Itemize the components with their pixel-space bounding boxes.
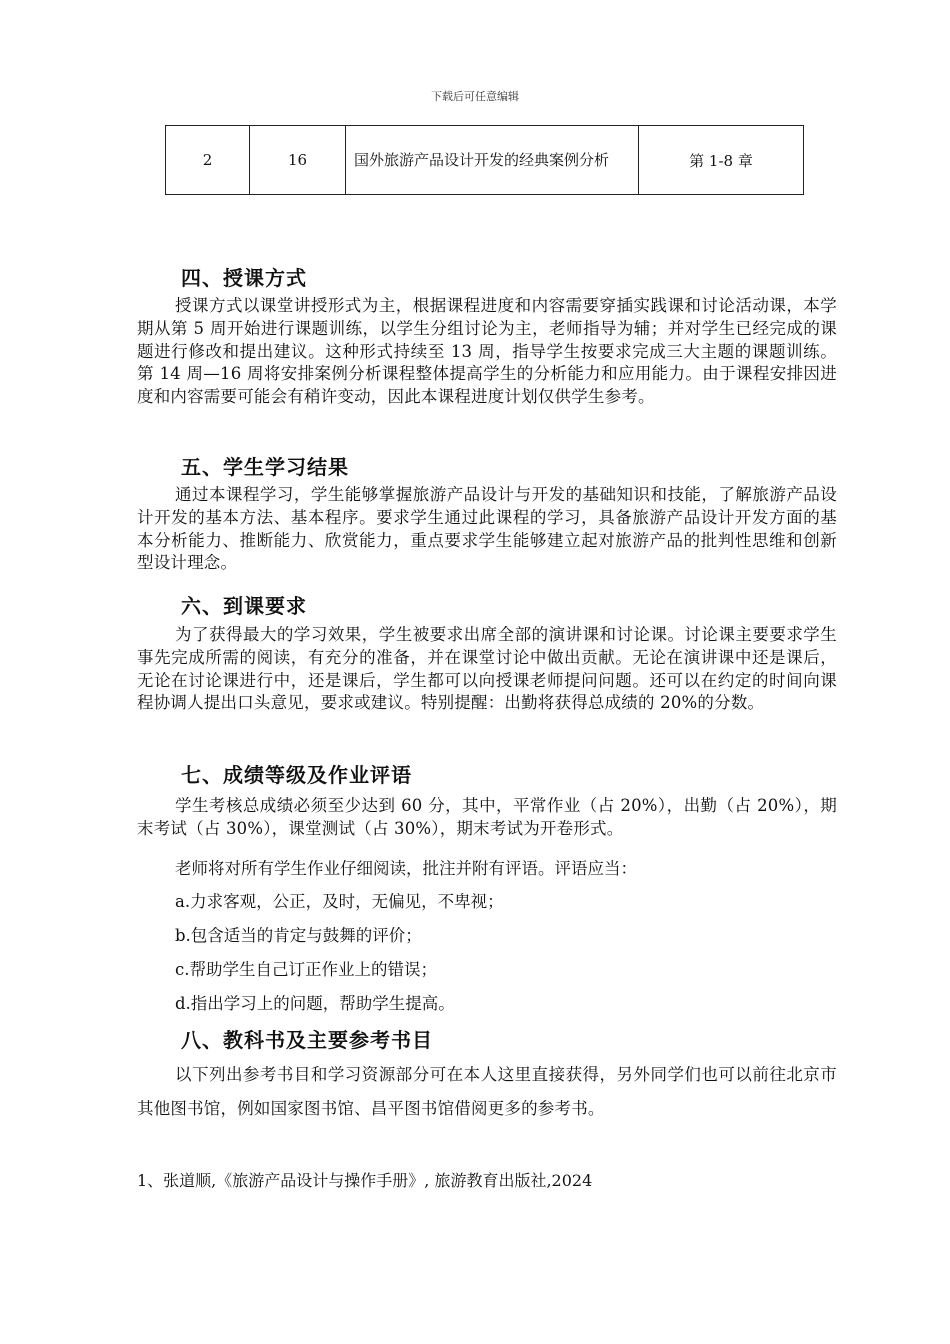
table-cell-week-no: 2 xyxy=(166,126,250,195)
section-7-body: 学生考核总成绩必须至少达到 60 分，其中，平常作业（占 20%），出勤（占 20%），期末考试（占 30%），课堂测试（占 30%），期末考试为开卷形式。 xyxy=(137,796,837,838)
section-5-body: 通过本课程学习，学生能够掌握旅游产品设计与开发的基础知识和技能，了解旅游产品设计开发的基本方法、基本程序。要求学生通过此课程的学习，具备旅游产品设计开发方面的基本分析能力、推断能力、欣赏能力，重点要求学生能够建立起对旅游产品的批判性思维和创新型设计理念。 xyxy=(137,485,837,573)
list-item: a.力求客观，公正，及时，无偏见，不卑视； xyxy=(175,892,504,911)
list-item: d.指出学习上的问题，帮助学生提高。 xyxy=(175,994,455,1013)
section-4-body: 授课方式以课堂讲授形式为主，根据课程进度和内容需要穿插实践课和讨论活动课，本学期从第 5 周开始进行课题训练，以学生分组讨论为主，老师指导为辅；并对学生已经完成的课题进行修改和提出建议。这种形式持续至 13 周，指导学生按要求完成三大主题的课题训练。第 14 周—16 周将安排案例分析课程整体提高学生的分析能力和应用能力。由于课程安排因进度和内容需要可能会有稍许变动，因此本课程进度计划仅供学生参考。 xyxy=(137,296,837,407)
schedule-table xyxy=(165,125,804,195)
table-row xyxy=(166,126,804,195)
list-item: c.帮助学生自己订正作业上的错误； xyxy=(175,960,437,979)
section-8-title: 八、教科书及主要参考书目 xyxy=(181,1028,433,1052)
section-4-title: 四、授课方式 xyxy=(181,266,307,290)
section-6-body: 为了获得最大的学习效果，学生被要求出席全部的演讲课和讨论课。讨论课主要要求学生事先完成所需的阅读，有充分的准备，并在课堂讨论中做出贡献。无论在演讲课中还是课后，无论在讨论课进行中，还是课后，学生都可以向授课老师提问问题。还可以在约定的时间向课程协调人提出口头意见，要求或建议。特别提醒：出勤将获得总成绩的 20%的分数。 xyxy=(137,625,837,713)
section-5-title: 五、学生学习结果 xyxy=(181,455,349,479)
section-7-title: 七、成绩等级及作业评语 xyxy=(181,763,412,787)
reference-item: 1、张道顺,《旅游产品设计与操作手册》, 旅游教育出版社,2024 xyxy=(137,1171,593,1190)
section-8-body: 以下列出参考书目和学习资源部分可在本人这里直接获得，另外同学们也可以前往北京市其他图书馆，例如国家图书馆、昌平图书馆借阅更多的参考书。 xyxy=(137,1065,837,1118)
table-cell-content: 国外旅游产品设计开发的经典案例分析 xyxy=(346,126,639,195)
list-item: b.包含适当的肯定与鼓舞的评价； xyxy=(175,926,422,945)
table-cell-chapters: 第 1-8 章 xyxy=(639,126,804,195)
section-7-body-2: 老师将对所有学生作业仔细阅读，批注并附有评语。评语应当： xyxy=(175,859,637,878)
section-6-title: 六、到课要求 xyxy=(181,594,307,618)
page-header: 下载后可任意编辑 xyxy=(431,90,519,103)
table-cell-week: 16 xyxy=(250,126,346,195)
